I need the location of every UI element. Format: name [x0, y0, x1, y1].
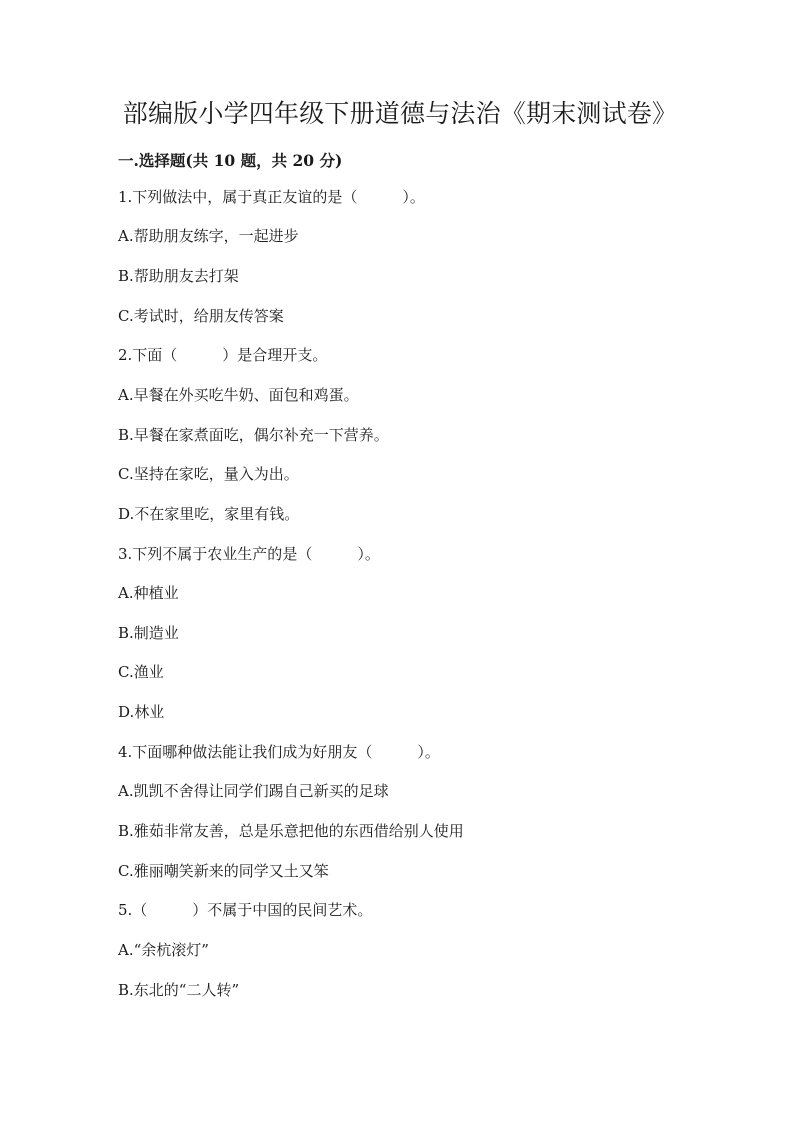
question-1: 1.下列做法中，属于真正友谊的是（ ）。: [118, 188, 425, 206]
question-1-option-b: B.帮助朋友去打架: [118, 267, 239, 285]
question-2: 2.下面（ ）是合理开支。: [118, 346, 328, 364]
question-4-option-b: B.雅茹非常友善，总是乐意把他的东西借给别人使用: [118, 822, 464, 840]
question-5-option-a: A.“余杭滚灯”: [118, 941, 209, 959]
question-4-option-c: C.雅丽嘲笑新来的同学又土又笨: [118, 862, 329, 880]
question-5: 5.（ ）不属于中国的民间艺术。: [118, 901, 373, 919]
question-2-option-c: C.坚持在家吃，量入为出。: [118, 465, 299, 483]
question-2-option-a: A.早餐在外买吃牛奶、面包和鸡蛋。: [118, 386, 359, 404]
question-2-option-b: B.早餐在家煮面吃，偶尔补充一下营养。: [118, 426, 389, 444]
question-5-option-b: B.东北的“二人转”: [118, 981, 240, 999]
question-1-option-c: C.考试时，给朋友传答案: [118, 307, 284, 325]
question-3-option-c: C.渔业: [118, 663, 164, 681]
question-1-option-a: A.帮助朋友练字，一起进步: [118, 227, 299, 245]
question-2-option-d: D.不在家里吃，家里有钱。: [118, 505, 300, 523]
question-3: 3.下列不属于农业生产的是（ ）。: [118, 545, 380, 563]
question-3-option-d: D.林业: [118, 703, 165, 721]
question-3-option-a: A.种植业: [118, 584, 179, 602]
question-4-option-a: A.凯凯不舍得让同学们踢自己新买的足球: [118, 782, 389, 800]
page-title: 部编版小学四年级下册道德与法治《期末测试卷》: [122, 99, 678, 128]
question-3-option-b: B.制造业: [118, 624, 179, 642]
question-4: 4.下面哪种做法能让我们成为好朋友（ ）。: [118, 743, 440, 761]
section-title: 一.选择题(共 10 题，共 20 分): [118, 151, 343, 170]
